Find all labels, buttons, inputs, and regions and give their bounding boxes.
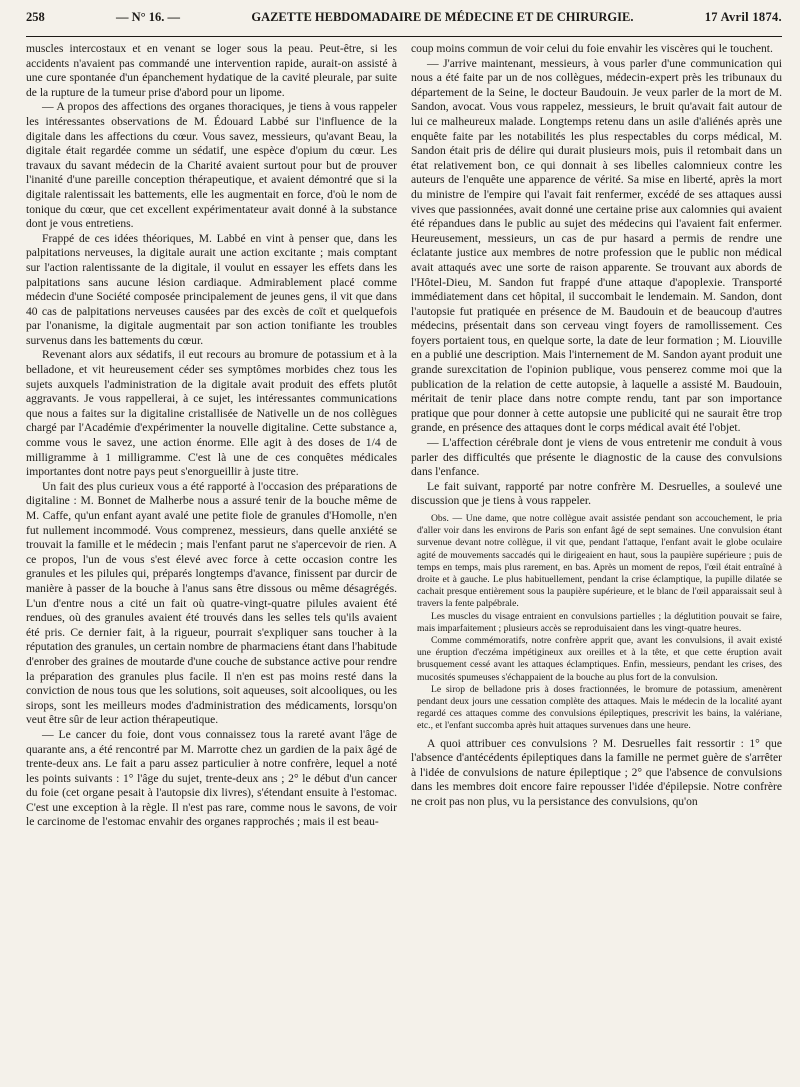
paragraph: muscles intercostaux et en venant se loger sous la peau. Peut-être, si les accidents n'avaient pas commandé une intervention rapide, aurait-on assisté à une cure spontanée d'un épanchement hydatique de la cavité pleurale, par suite de la rupture de la tumeur prise d'abord pour un lipome.: [26, 42, 397, 99]
paragraph: — L'affection cérébrale dont je viens de vous entretenir me conduit à vous parler des difficultés que présente le diagnostic de la cause des convulsions dans l'enfance.: [411, 436, 782, 479]
issue-date: 17 Avril 1874.: [704, 10, 782, 24]
paragraph: — Le cancer du foie, dont vous connaissez tous la rareté avant l'âge de quarante ans, a été rencontré par M. Marrotte chez un gardien de la paix âgé de trente-deux ans. Le fait a paru assez particulier à notre confrère, lequel a noté les points suivants : 1° l'âge du sujet, trente-deux ans ; 2° le début d'un cancer du foie (cet organe pesait à l'autopsie dix livres), s'étendant ensuite à l'estomac. C'est une exception à la règle. Il n'est pas rare, comme nous le savons, de voir le carcinome de l'estomac envahir des organes rapprochés ; mais il est beau-: [26, 727, 397, 829]
observation-paragraph: Comme commémoratifs, notre confrère apprit que, avant les convulsions, il avait existé une éruption d'eczéma impétigineux aux oreilles et à la tête, et que cette éruption avait brusquement cessé avant les attaques éclamptiques. Enfin, messieurs, pendant les crises, des mucosités spumeuses s'échappaient de la bouche au plus fort de la convulsion.: [417, 635, 782, 683]
paragraph: Frappé de ces idées théoriques, M. Labbé en vint à penser que, dans les palpitations nerveuses, la digitale aurait une action excitante ; mais comptant sur l'action ralentissante de la digitale, il voulut en essayer les effets dans les palpitations sans aucune lésion cardiaque. Admirablement placé comme médecin d'une Société composée principalement de jeunes gens, il vit que dans 40 cas de palpitations nerveuses causées par des excès de coït et quelquefois par l'onanisme, la digitale augmentait par son action tonifiante les troubles survenus dans les battements du cœur.: [26, 231, 397, 347]
running-header: [26, 10, 782, 37]
text-columns: [26, 42, 782, 1079]
observation-paragraph: Les muscles du visage entraient en convulsions partielles ; la déglutition pouvait se faire, mais imparfaitement ; plusieurs accès se reproduisaient dans les vingt-quatre heures.: [417, 610, 782, 634]
paragraph: Revenant alors aux sédatifs, il eut recours au bromure de potassium et à la belladone, et vit heureusement céder ses symptômes morbides chez tous les sujets auxquels l'administration de la digitale avait produit des effets plutôt aggravants. Je vous rappellerai, à ce sujet, les intéressantes communications que nous a faites sur la digitaline cristallisée de Nativelle un de nos collègues chargé par l'Académie d'expérimenter la nouvelle digitaline. Cette substance a, comme vous le savez, une action énorme. Elle agit à des doses de 1/4 de milligramme à 1 milligramme. C'est là une de ces conquêtes médicales importantes dont notre pays peut s'enorgueillir à juste titre.: [26, 348, 397, 479]
paragraph: — A propos des affections des organes thoraciques, je tiens à vous rappeler les intéressantes observations de M. Édouard Labbé sur l'influence de la digitale dans les affections du cœur. Vous savez, messieurs, qu'avant Beau, la digitale était regardée comme un sédatif, une espèce d'opium du cœur. Les travaux du savant médecin de la Charité avaient surtout pour but de prouver l'inanité d'une pareille conception thérapeutique, et avaient démontré que si la digitale ralentissait les battements, elle les augmentait en force, d'où le nom de tonique du cœur, que cet excellent expérimentateur avait donné à la substance dont je vous entretiens.: [26, 100, 397, 231]
observation-block: [411, 513, 782, 733]
journal-title: GAZETTE HEBDOMADAIRE DE MÉDECINE ET DE CHIRURGIE.: [251, 10, 634, 24]
right-column: [411, 42, 782, 1079]
page-number: 258: [26, 10, 45, 24]
paragraph: coup moins commun de voir celui du foie envahir les viscères qui le touchent.: [411, 42, 773, 55]
paragraph: Un fait des plus curieux vous a été rapporté à l'occasion des préparations de digitaline : M. Bonnet de Malherbe nous a assuré tenir de la bouche même de M. Caffe, qu'un enfant ayant avalé une petite fiole de granules d'Homolle, n'en fut nullement incommodé. Vous comprenez, messieurs, dans quelle anxiété se trouvait la famille et le médecin ; mais l'enfant parut ne s'apercevoir de rien. A ce propos, l'un de vous s'est élevé avec force à cette occasion contre les granules et les pilules qui, préparés longtemps d'avance, finissent par durcir de manière à passer de la bouche à l'anus sans être dissous ou même désagrégés. L'un d'entre nous a cité un fait où quatre-vingt-quatre pilules avaient été rendues, où des granules avaient été trouvés dans les selles tels qu'ils avaient été pris. Ce dernier fait, à la rigueur, pourrait s'expliquer sans toucher à la réputation des granules, un certain nombre de pharmaciens étant dans l'habitude d'enrober des graines de moutarde d'une couche de substance active pour rendre la préparation des granules plus facile. Il n'en est pas moins resté dans la conviction de nous tous que les solutions, soit aqueuses, soit alcooliques, ou les sirops, sont les meilleurs modes d'administration des médicaments, lorsqu'on veut être sûr de leur action thérapeutique.: [26, 479, 397, 727]
paragraph: Le fait suivant, rapporté par notre confrère M. Desruelles, a soulevé une discussion que je tiens à vous rappeler.: [411, 479, 782, 508]
observation-paragraph: Le sirop de belladone pris à doses fractionnées, le bromure de potassium, amenèrent pendant deux jours une cessation complète des attaques. Mais le médecin de la localité ayant regardé ces attaques comme des convulsions épileptiques, prescrivit les bains, la valériane, etc., et l'enfant succomba après huit attaques survenues dans une heure.: [417, 683, 782, 732]
paragraph: — J'arrive maintenant, messieurs, à vous parler d'une communication qui nous a été faite par un de nos collègues, médecin-expert près les tribunaux du département de la Seine, le docteur Baudouin. Je veux parler de la mort de M. Sandon, avocat. Vous vous rappelez, messieurs, le bruit qu'avait fait autour de lui ce malheureux malade. Longtemps retenu dans un asile d'aliénés après une enquête faite par les notabilités les plus respectables du corps médical, M. Sandon était pris de délire qui durait plusieurs mois, puis il retombait dans un état relativement bon, ce qui donnait à ses libelles calomnieux contre les auteurs de l'enquête une apparence de vérité. Sa mise en liberté, après la mort du ministre de l'empire qui l'avait fait renfermer, excédé de ses attaques aussi vives que passionnées, avait donné une certaine prise aux calomnies qui avaient été répandues dans le public au sujet des médecins qui l'avaient fait enfermer. Heureusement, messieurs, un cas de pur hasard a permis de rendre une éclatante justice aux membres de notre profession que le public non médical avait attaqués avec une sorte de raison apparente. Se trouvant aux abords de l'Hôtel-Dieu, M. Sandon fut frappé d'une attaque d'apoplexie. Transporté immédiatement dans cet hôpital, il succombait le lendemain. M. Sandon, dont l'autopsie fut pratiquée en présence de M. Baudouin et de beaucoup d'autres médecins, présentait dans son cerveau vingt foyers de ramollissement. Ces foyers portaient tous, en quelque sorte, la date de leur formation ; M. Liouville en a publié une description. Mais l'internement de M. Sandon ayant produit une grande surexcitation de l'opinion publique, vous penserez comme moi que la publication de la relation de cette autopsie, à laquelle a assisté M. Baudouin, méritait de tenir place dans notre compte rendu, tant par son importance pratique que pour donner à cette autopsie une publicité qui ne saurait être trop grande, en présence des attaques dont le corps médical avait été l'objet.: [411, 56, 782, 435]
paragraph: A quoi attribuer ces convulsions ? M. Desruelles fait ressortir : 1° que l'absence d'antécédents épileptiques dans la famille ne permet guère de s'arrêter à l'idée de convulsions de nature épileptique ; 2° que l'absence de convulsions dans les membres doit encore faire repousser l'idée d'épilepsie. Notre confrère ne croit pas non plus, vu la persistance des convulsions, qu'on: [411, 736, 782, 809]
left-column: [26, 42, 397, 1079]
observation-paragraph: Obs. — Une dame, que notre collègue avait assistée pendant son accouchement, le pria d'aller voir dans les environs de Paris son enfant âgé de sept semaines. Une convulsion étant survenue devant notre collègue, il vit que, pendant l'attaque, l'enfant avait le globe oculaire agité de mouvements saccadés qui le dirigeaient en haut, sous la paupière supérieure ; puis de temps en temps, mais plus rarement, en bas. Après un moment de repos, l'œil était entraîné à droite et à gauche. Le plus habituellement, pendant la crise éclamptique, la pupille dilatée se cachait presque entièrement sous la paupière supérieure, et le blanc de l'œil apparaissait seul à travers la fente palpébrale.: [417, 513, 782, 610]
issue-number: — N° 16. —: [116, 10, 181, 24]
